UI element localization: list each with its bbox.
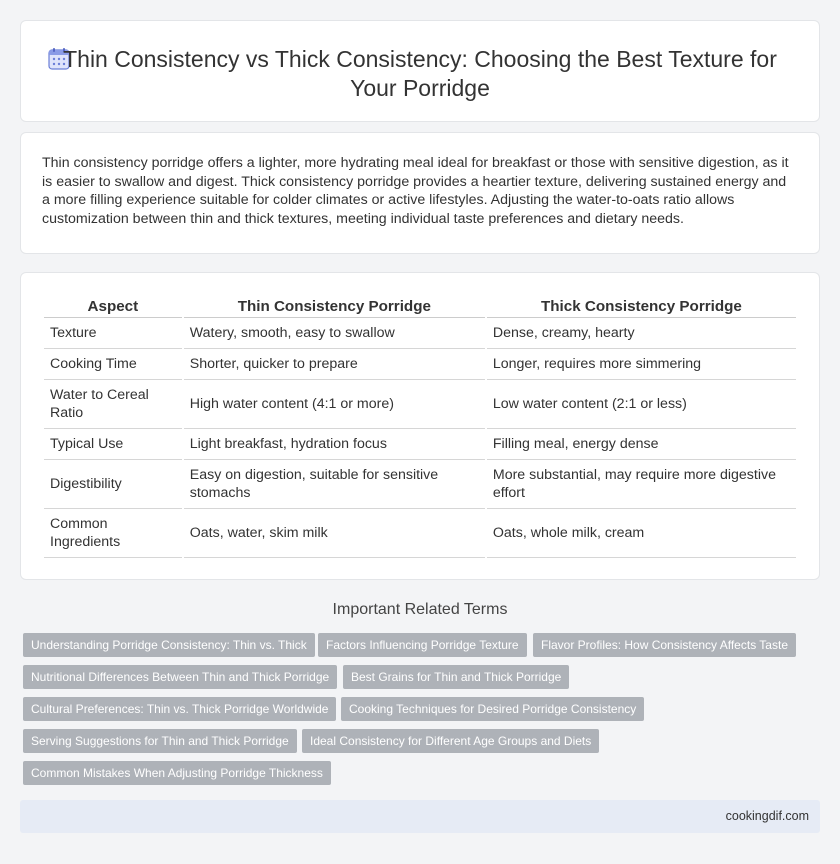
- related-terms-heading: Important Related Terms: [332, 601, 508, 618]
- footer-site-name[interactable]: cookingdif.com: [725, 809, 809, 823]
- table-row: [44, 509, 796, 558]
- related-term-tag[interactable]: Ideal Consistency for Different Age Groups and Diets: [302, 729, 599, 753]
- related-term-tag[interactable]: Cultural Preferences: Thin vs. Thick Porridge Worldwide: [23, 697, 336, 721]
- related-term-tag[interactable]: Serving Suggestions for Thin and Thick Porridge: [23, 729, 297, 753]
- related-term-tag[interactable]: Cooking Techniques for Desired Porridge Consistency: [341, 697, 644, 721]
- comparison-table: [42, 295, 798, 558]
- cell-thick: Low water content (2:1 or less): [487, 380, 796, 429]
- cell-aspect: Digestibility: [44, 460, 182, 509]
- cell-aspect: Common Ingredients: [44, 509, 182, 558]
- table-row: [44, 380, 796, 429]
- related-term-tag[interactable]: Best Grains for Thin and Thick Porridge: [343, 665, 569, 689]
- cell-thin: Oats, water, skim milk: [184, 509, 485, 558]
- column-header-thin: Thin Consistency Porridge: [184, 295, 485, 318]
- comparison-card: [20, 272, 820, 580]
- summary-card: [20, 132, 820, 254]
- cell-aspect: Texture: [44, 318, 182, 349]
- related-term-tag[interactable]: Common Mistakes When Adjusting Porridge Thickness: [23, 761, 331, 785]
- cell-thick: Filling meal, energy dense: [487, 429, 796, 460]
- cell-aspect: Water to Cereal Ratio: [44, 380, 182, 429]
- table-row: [44, 429, 796, 460]
- cell-thin: Light breakfast, hydration focus: [184, 429, 485, 460]
- related-term-tag[interactable]: Flavor Profiles: How Consistency Affects Taste: [533, 633, 796, 657]
- related-term-tag[interactable]: Nutritional Differences Between Thin and Thick Porridge: [23, 665, 337, 689]
- cell-thin: Watery, smooth, easy to swallow: [184, 318, 485, 349]
- table-row: [44, 349, 796, 380]
- table-row: [44, 318, 796, 349]
- cell-thick: More substantial, may require more digestive effort: [487, 460, 796, 509]
- cell-thick: Dense, creamy, hearty: [487, 318, 796, 349]
- table-header-row: [44, 295, 796, 318]
- page-title: Thin Consistency vs Thick Consistency: Choosing the Best Texture for Your Porridge: [63, 46, 777, 101]
- cell-thin: High water content (4:1 or more): [184, 380, 485, 429]
- cell-thick: Oats, whole milk, cream: [487, 509, 796, 558]
- header-card: [20, 20, 820, 122]
- cell-thick: Longer, requires more simmering: [487, 349, 796, 380]
- column-header-thick: Thick Consistency Porridge: [487, 295, 796, 318]
- table-row: [44, 460, 796, 509]
- column-header-aspect: Aspect: [44, 295, 182, 318]
- cell-thin: Easy on digestion, suitable for sensitive stomachs: [184, 460, 485, 509]
- cell-thin: Shorter, quicker to prepare: [184, 349, 485, 380]
- cell-aspect: Cooking Time: [44, 349, 182, 380]
- footer: [20, 800, 820, 833]
- related-term-tag[interactable]: Factors Influencing Porridge Texture: [318, 633, 527, 657]
- related-term-tag[interactable]: Understanding Porridge Consistency: Thin vs. Thick: [23, 633, 315, 657]
- summary-text: Thin consistency porridge offers a lighter, more hydrating meal ideal for breakfast or those with sensitive digestion, as it is easier to swallow and digest. Thick consistency porridge provides a heartier texture, delivering sustained energy and a more filling experience suitable for colder climates or active lifestyles. Adjusting the water-to-oats ratio allows customization between thin and thick textures, meeting individual taste preferences and dietary needs.: [42, 155, 789, 227]
- cell-aspect: Typical Use: [44, 429, 182, 460]
